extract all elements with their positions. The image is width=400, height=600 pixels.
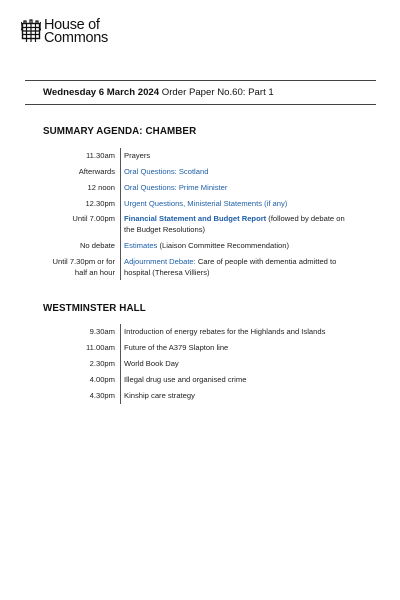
hall-time: 9.30am bbox=[89, 327, 115, 336]
adjournment-note: Care of people with dementia admitted to hospital (Theresa Villiers) bbox=[124, 257, 337, 277]
order-paper-number: Order Paper No.60: Part 1 bbox=[161, 87, 274, 98]
portcullis-icon bbox=[21, 19, 41, 45]
logo-line-1: House of bbox=[44, 17, 100, 33]
logo-line-2: Commons bbox=[44, 30, 108, 46]
westminster-hall-section-title: WESTMINSTER HALL bbox=[43, 303, 146, 314]
hall-item: Introduction of energy rebates for the Highlands and Islands bbox=[124, 327, 326, 336]
link-financial-statement[interactable]: Financial Statement and Budget Report bbox=[124, 214, 267, 223]
chamber-item-estimates bbox=[124, 240, 354, 251]
chamber-item-prayers: Prayers bbox=[124, 151, 151, 160]
link-oral-questions-scotland[interactable]: Oral Questions: Scotland bbox=[124, 167, 209, 176]
header-bottom-rule bbox=[25, 104, 376, 105]
link-urgent-questions[interactable]: Urgent Questions, Ministerial Statements (if any) bbox=[124, 199, 288, 208]
hall-item: Kinship care strategy bbox=[124, 391, 195, 400]
chamber-time bbox=[35, 256, 115, 278]
hall-time: 4.30pm bbox=[89, 391, 115, 400]
chamber-time: 11.30am bbox=[86, 151, 115, 160]
chamber-time-line-1: Until 7.30pm or for bbox=[52, 257, 115, 266]
budget-item-note: (followed by debate on the Budget Resolutions) bbox=[124, 214, 345, 234]
estimates-note: (Liaison Committee Recommendation) bbox=[157, 241, 290, 250]
order-paper-header bbox=[43, 87, 274, 98]
chamber-time: Until 7.00pm bbox=[72, 214, 115, 223]
logo-wordmark bbox=[44, 19, 108, 45]
chamber-time: No debate bbox=[79, 241, 115, 250]
chamber-timeline-divider bbox=[120, 148, 121, 280]
chamber-item-adjournment bbox=[124, 256, 354, 278]
chamber-time-line-2: half an hour bbox=[74, 268, 115, 277]
hall-time: 4.00pm bbox=[89, 375, 115, 384]
chamber-time: 12 noon bbox=[87, 183, 115, 192]
chamber-time: 12.30pm bbox=[85, 199, 115, 208]
house-of-commons-logo bbox=[21, 19, 108, 45]
chamber-section-title: SUMMARY AGENDA: CHAMBER bbox=[43, 126, 197, 137]
chamber-item-budget bbox=[124, 213, 354, 235]
link-estimates[interactable]: Estimates bbox=[124, 241, 158, 250]
hall-timeline-divider bbox=[120, 324, 121, 404]
chamber-time: Afterwards bbox=[78, 167, 115, 176]
link-oral-questions-pm[interactable]: Oral Questions: Prime Minister bbox=[124, 183, 228, 192]
link-adjournment-debate[interactable]: Adjournment Debate: bbox=[124, 257, 196, 266]
hall-item: Future of the A379 Slapton line bbox=[124, 343, 229, 352]
hall-time: 2.30pm bbox=[89, 359, 115, 368]
hall-item: World Book Day bbox=[124, 359, 179, 368]
hall-item: Illegal drug use and organised crime bbox=[124, 375, 247, 384]
hall-time: 11.00am bbox=[86, 343, 115, 352]
header-top-rule bbox=[25, 80, 376, 81]
order-paper-date: Wednesday 6 March 2024 bbox=[43, 87, 160, 98]
